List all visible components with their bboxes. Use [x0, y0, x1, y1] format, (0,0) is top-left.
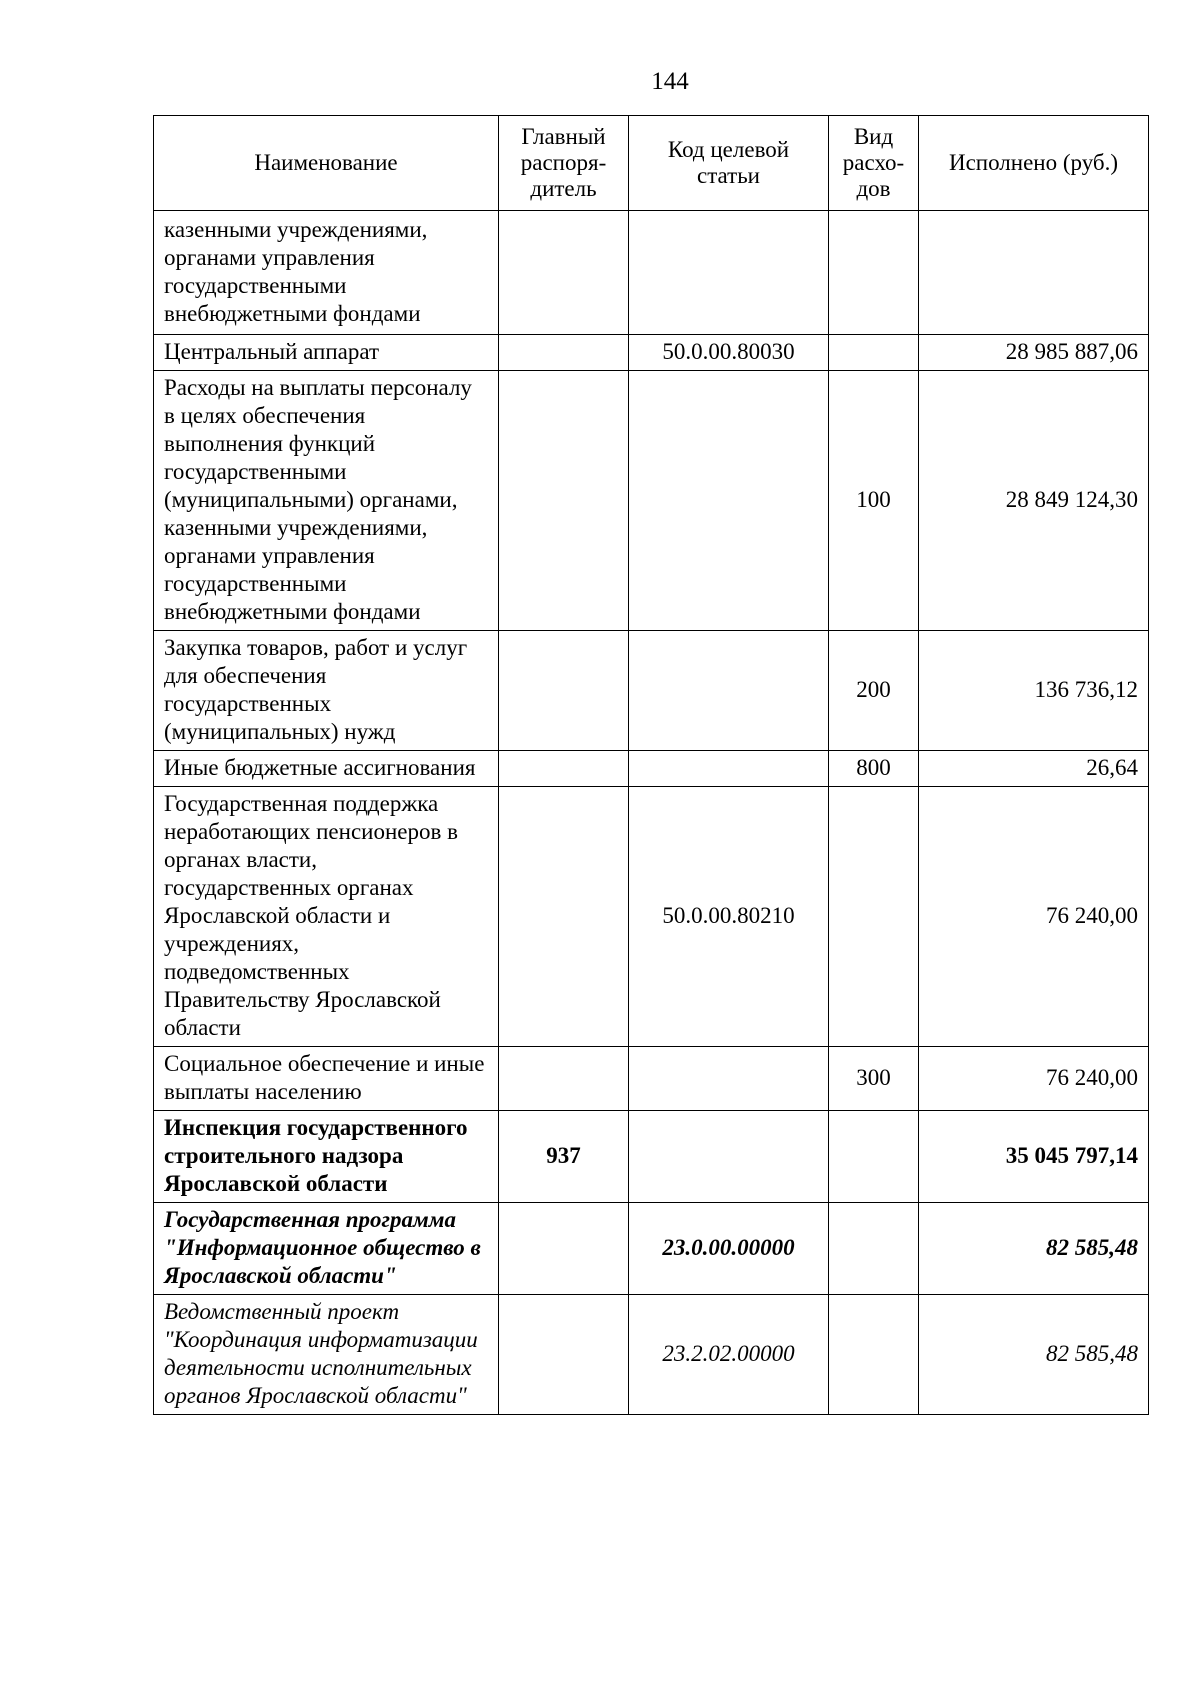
cell-type: 100 — [829, 371, 919, 631]
table-row — [154, 631, 1149, 751]
cell-amount — [919, 211, 1149, 335]
budget-execution-table — [153, 115, 1149, 1415]
cell-type — [829, 335, 919, 371]
cell-admin — [499, 1295, 629, 1415]
page-number: 144 — [651, 68, 689, 95]
cell-type — [829, 1203, 919, 1295]
cell-type — [829, 211, 919, 335]
table-header-row — [154, 116, 1149, 211]
cell-admin — [499, 631, 629, 751]
cell-type — [829, 787, 919, 1047]
cell-name: Расходы на выплаты персоналу в целях обеспечения выполнения функций государственными (муниципальными) органами, казенными учреждениями, органами управления государственными внебюджетными фондами — [154, 371, 499, 631]
table-row — [154, 751, 1149, 787]
cell-code — [629, 371, 829, 631]
cell-code — [629, 631, 829, 751]
header-name: Наименование — [154, 116, 499, 211]
cell-admin — [499, 787, 629, 1047]
cell-name: Государственная программа "Информационное общество в Ярославской области" — [154, 1203, 499, 1295]
cell-name: казенными учреждениями, органами управления государственными внебюджетными фондами — [154, 211, 499, 335]
cell-admin — [499, 211, 629, 335]
table-row — [154, 335, 1149, 371]
table-row — [154, 371, 1149, 631]
cell-code: 50.0.00.80030 — [629, 335, 829, 371]
table-body — [154, 211, 1149, 1415]
cell-code — [629, 1047, 829, 1111]
cell-name: Социальное обеспечение и иные выплаты населению — [154, 1047, 499, 1111]
cell-amount: 28 985 887,06 — [919, 335, 1149, 371]
header-code: Код целевой статьи — [629, 116, 829, 211]
cell-type — [829, 1111, 919, 1203]
cell-admin — [499, 335, 629, 371]
cell-amount: 82 585,48 — [919, 1295, 1149, 1415]
cell-code: 50.0.00.80210 — [629, 787, 829, 1047]
table-row — [154, 211, 1149, 335]
cell-name: Инспекция государственного строительного надзора Ярославской области — [154, 1111, 499, 1203]
table-row — [154, 787, 1149, 1047]
cell-name: Центральный аппарат — [154, 335, 499, 371]
cell-admin — [499, 371, 629, 631]
cell-amount: 28 849 124,30 — [919, 371, 1149, 631]
cell-code: 23.2.02.00000 — [629, 1295, 829, 1415]
cell-type — [829, 1295, 919, 1415]
cell-name: Закупка товаров, работ и услуг для обеспечения государственных (муниципальных) нужд — [154, 631, 499, 751]
cell-type: 200 — [829, 631, 919, 751]
cell-amount: 76 240,00 — [919, 1047, 1149, 1111]
cell-code — [629, 751, 829, 787]
cell-code: 23.0.00.00000 — [629, 1203, 829, 1295]
header-amount: Исполнено (руб.) — [919, 116, 1149, 211]
table-row — [154, 1295, 1149, 1415]
cell-name: Иные бюджетные ассигнования — [154, 751, 499, 787]
cell-amount: 76 240,00 — [919, 787, 1149, 1047]
cell-amount: 136 736,12 — [919, 631, 1149, 751]
cell-admin — [499, 1047, 629, 1111]
header-admin: Главный распоря-дитель — [499, 116, 629, 211]
cell-admin: 937 — [499, 1111, 629, 1203]
cell-amount: 26,64 — [919, 751, 1149, 787]
table-row — [154, 1111, 1149, 1203]
cell-amount: 82 585,48 — [919, 1203, 1149, 1295]
cell-amount: 35 045 797,14 — [919, 1111, 1149, 1203]
cell-code — [629, 211, 829, 335]
cell-code — [629, 1111, 829, 1203]
table-row — [154, 1203, 1149, 1295]
cell-admin — [499, 1203, 629, 1295]
header-type: Вид расхо-дов — [829, 116, 919, 211]
cell-type: 800 — [829, 751, 919, 787]
cell-name: Ведомственный проект "Координация информатизации деятельности исполнительных органов Ярославской области" — [154, 1295, 499, 1415]
cell-type: 300 — [829, 1047, 919, 1111]
table-row — [154, 1047, 1149, 1111]
cell-admin — [499, 751, 629, 787]
cell-name: Государственная поддержка неработающих пенсионеров в органах власти, государственных органах Ярославской области и учреждениях, подведомственных Правительству Ярославской области — [154, 787, 499, 1047]
